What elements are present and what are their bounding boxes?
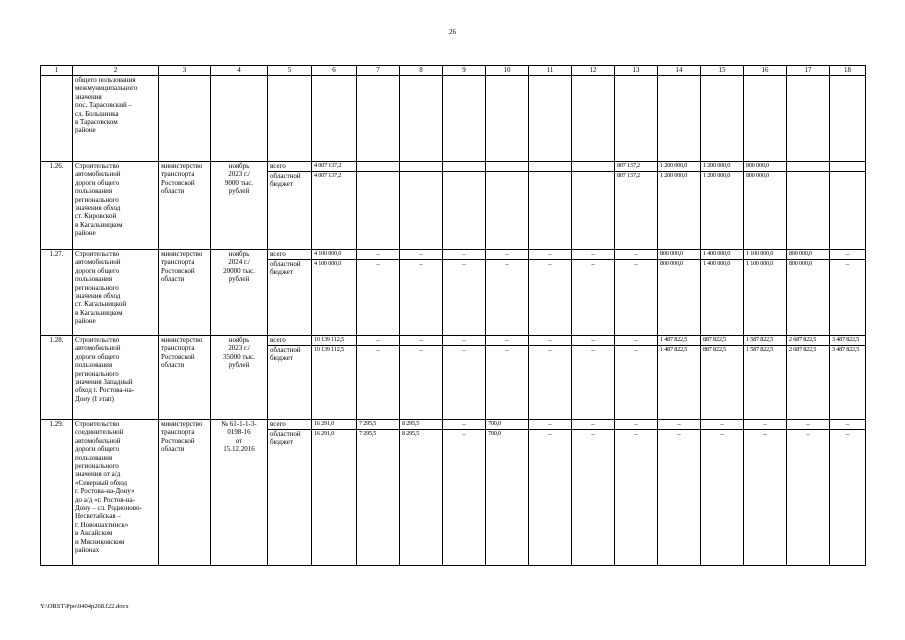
amount-cell: – xyxy=(357,336,400,346)
column-number: 14 xyxy=(658,66,701,76)
amount-cell: – xyxy=(572,420,615,430)
amount-cell: 8 295,5 xyxy=(400,430,443,566)
amount-cell: – xyxy=(400,250,443,260)
funding-source: областной бюджет xyxy=(268,430,312,566)
amount-cell: – xyxy=(486,346,529,420)
column-number: 7 xyxy=(357,66,400,76)
amount-cell: 800 000,0 xyxy=(787,260,830,336)
deadline-cell: № 61-1-1-3- 0198-16 от 15.12.2016 xyxy=(211,420,268,566)
column-number-row xyxy=(41,66,866,76)
amount-cell: 800 000,0 xyxy=(658,260,701,336)
amount-cell: – xyxy=(615,336,658,346)
amount-cell: – xyxy=(744,420,787,430)
column-number: 11 xyxy=(529,66,572,76)
amount-cell: – xyxy=(615,420,658,430)
amount-cell: 1 200 000,0 xyxy=(658,172,701,250)
amount-cell: 1 100 000,0 xyxy=(744,260,787,336)
amount-cell: 2 687 822,5 xyxy=(787,346,830,420)
funding-source: областной бюджет xyxy=(268,346,312,420)
amount-cell: 800 000,0 xyxy=(658,250,701,260)
amount-cell: – xyxy=(615,250,658,260)
amount-cell: – xyxy=(701,430,744,566)
amount-cell: 807 137,2 xyxy=(615,162,658,172)
amount-cell: 1 587 822,5 xyxy=(744,336,787,346)
amount-cell xyxy=(830,172,866,250)
item-number: 1.26. xyxy=(41,162,73,250)
column-number: 13 xyxy=(615,66,658,76)
continuation-text: общего пользования межмуниципального значения пос. Тарасовский – сл. Большинка в Тарасовском районе xyxy=(73,76,159,162)
item-name: Строительство соединительной автомобильной дороги общего пользования регионального значения от а/д «Северный обход г. Ростова-на-Дону» до а/д «г. Ростов-на- Дону – сл. Родионово- Несветайская – г. Новошахтинск» в Аксайском и Мясниковском районах xyxy=(73,420,159,566)
funding-source: всего xyxy=(268,336,312,346)
item-number: 1.29. xyxy=(41,420,73,566)
amount-cell: – xyxy=(443,430,486,566)
deadline-cell: ноябрь 2024 г./ 20000 тыс. рублей xyxy=(211,250,268,336)
amount-cell: – xyxy=(486,336,529,346)
table-row xyxy=(41,250,866,260)
amount-cell: – xyxy=(787,420,830,430)
amount-cell: – xyxy=(744,430,787,566)
funding-source: всего xyxy=(268,420,312,430)
amount-cell: – xyxy=(830,250,866,260)
amount-cell: 1 200 000,0 xyxy=(658,162,701,172)
amount-cell: 1 200 000,0 xyxy=(701,172,744,250)
amount-cell: 7 295,5 xyxy=(357,420,400,430)
file-path-footer: Y:\ORST\Ppo\0404p268.f22.docx xyxy=(40,603,129,610)
column-number: 18 xyxy=(830,66,866,76)
amount-cell: – xyxy=(572,336,615,346)
amount-cell: 8 295,5 xyxy=(400,420,443,430)
amount-cell: 10 139 112,5 xyxy=(312,346,357,420)
amount-cell: 800 000,0 xyxy=(744,162,787,172)
column-number: 16 xyxy=(744,66,787,76)
column-number: 3 xyxy=(159,66,211,76)
amount-cell xyxy=(787,172,830,250)
column-number: 15 xyxy=(701,66,744,76)
amount-cell xyxy=(357,172,400,250)
amount-cell: 16 291,0 xyxy=(312,420,357,430)
amount-cell: 3 487 822,5 xyxy=(830,346,866,420)
amount-cell: 4 100 000,0 xyxy=(312,250,357,260)
amount-cell: – xyxy=(357,250,400,260)
column-number: 17 xyxy=(787,66,830,76)
column-number: 12 xyxy=(572,66,615,76)
column-number: 4 xyxy=(211,66,268,76)
amount-cell: – xyxy=(443,250,486,260)
column-number: 8 xyxy=(400,66,443,76)
item-name: Строительство автомобильной дороги общего пользования регионального значения Западный обход г. Ростова-на- Дону (I этап) xyxy=(73,336,159,420)
amount-cell xyxy=(830,162,866,172)
executor-cell: министерство транспорта Ростовской области xyxy=(159,336,211,420)
funding-source: областной бюджет xyxy=(268,260,312,336)
amount-cell: 16 291,0 xyxy=(312,430,357,566)
column-number: 6 xyxy=(312,66,357,76)
amount-cell: – xyxy=(529,430,572,566)
amount-cell xyxy=(787,162,830,172)
amount-cell: 1 487 822,5 xyxy=(658,346,701,420)
amount-cell: – xyxy=(658,430,701,566)
amount-cell: 10 139 112,5 xyxy=(312,336,357,346)
funding-source: областной бюджет xyxy=(268,172,312,250)
item-name: Строительство автомобильной дороги общего пользования регионального значения обход ст. Кировской в Кагальницком районе xyxy=(73,162,159,250)
amount-cell: 700,0 xyxy=(486,420,529,430)
amount-cell: – xyxy=(701,420,744,430)
column-number: 9 xyxy=(443,66,486,76)
amount-cell: – xyxy=(572,430,615,566)
amount-cell: 2 687 822,5 xyxy=(787,336,830,346)
amount-cell: – xyxy=(357,260,400,336)
amount-cell: – xyxy=(830,420,866,430)
amount-cell: – xyxy=(529,250,572,260)
amount-cell: – xyxy=(615,346,658,420)
amount-cell: – xyxy=(443,346,486,420)
amount-cell: 887 822,5 xyxy=(701,346,744,420)
amount-cell: 1 200 000,0 xyxy=(701,162,744,172)
amount-cell: 807 137,2 xyxy=(615,172,658,250)
executor-cell: министерство транспорта Ростовской области xyxy=(159,162,211,250)
amount-cell: – xyxy=(529,260,572,336)
amount-cell: 4 007 137,2 xyxy=(312,172,357,250)
table-row xyxy=(41,162,866,172)
executor-cell: министерство транспорта Ростовской области xyxy=(159,250,211,336)
item-name: Строительство автомобильной дороги общего пользования регионального значения обход ст. Кагальницкой в Кагальницком районе xyxy=(73,250,159,336)
amount-cell: – xyxy=(615,260,658,336)
amount-cell: – xyxy=(357,346,400,420)
deadline-cell: ноябрь 2023 г./ 9000 тыс. рублей xyxy=(211,162,268,250)
amount-cell: – xyxy=(787,430,830,566)
amount-cell xyxy=(443,162,486,172)
column-number: 5 xyxy=(268,66,312,76)
amount-cell: – xyxy=(572,260,615,336)
amount-cell: 800 000,0 xyxy=(744,172,787,250)
amount-cell xyxy=(400,172,443,250)
table-row xyxy=(41,420,866,430)
funding-source: всего xyxy=(268,250,312,260)
column-number: 10 xyxy=(486,66,529,76)
amount-cell: – xyxy=(830,430,866,566)
amount-cell: – xyxy=(572,250,615,260)
amount-cell: 7 295,5 xyxy=(357,430,400,566)
funding-source: всего xyxy=(268,162,312,172)
amount-cell: 1 400 000,0 xyxy=(701,250,744,260)
amount-cell: 1 400 000,0 xyxy=(701,260,744,336)
amount-cell xyxy=(572,162,615,172)
amount-cell: – xyxy=(529,346,572,420)
amount-cell: – xyxy=(443,420,486,430)
amount-cell: 4 100 000,0 xyxy=(312,260,357,336)
amount-cell: – xyxy=(572,346,615,420)
amount-cell: – xyxy=(486,250,529,260)
column-number: 2 xyxy=(73,66,159,76)
amount-cell: 3 487 822,5 xyxy=(830,336,866,346)
amount-cell: – xyxy=(486,260,529,336)
amount-cell: – xyxy=(443,336,486,346)
amount-cell xyxy=(400,162,443,172)
amount-cell xyxy=(529,172,572,250)
amount-cell: – xyxy=(615,430,658,566)
amount-cell: – xyxy=(443,260,486,336)
column-number: 1 xyxy=(41,66,73,76)
amount-cell: – xyxy=(400,336,443,346)
amount-cell: – xyxy=(529,336,572,346)
amount-cell: 1 587 822,5 xyxy=(744,346,787,420)
amount-cell: – xyxy=(529,420,572,430)
page-number: 26 xyxy=(449,28,456,36)
amount-cell: – xyxy=(658,420,701,430)
amount-cell xyxy=(529,162,572,172)
amount-cell: 4 007 137,2 xyxy=(312,162,357,172)
amount-cell xyxy=(572,172,615,250)
item-number: 1.28. xyxy=(41,336,73,420)
amount-cell: – xyxy=(400,260,443,336)
amount-cell xyxy=(486,172,529,250)
amount-cell: – xyxy=(830,260,866,336)
continuation-row xyxy=(41,76,866,162)
amount-cell xyxy=(443,172,486,250)
amount-cell: 1 487 822,5 xyxy=(658,336,701,346)
amount-cell: 887 822,5 xyxy=(701,336,744,346)
amount-cell: 800 000,0 xyxy=(787,250,830,260)
amount-cell: 700,0 xyxy=(486,430,529,566)
amount-cell xyxy=(357,162,400,172)
program-table xyxy=(40,65,866,566)
deadline-cell: ноябрь 2023 г./ 35000 тыс. рублей xyxy=(211,336,268,420)
executor-cell: министерство транспорта Ростовской области xyxy=(159,420,211,566)
table-row xyxy=(41,336,866,346)
amount-cell xyxy=(486,162,529,172)
amount-cell: 1 100 000,0 xyxy=(744,250,787,260)
item-number: 1.27. xyxy=(41,250,73,336)
amount-cell: – xyxy=(400,346,443,420)
